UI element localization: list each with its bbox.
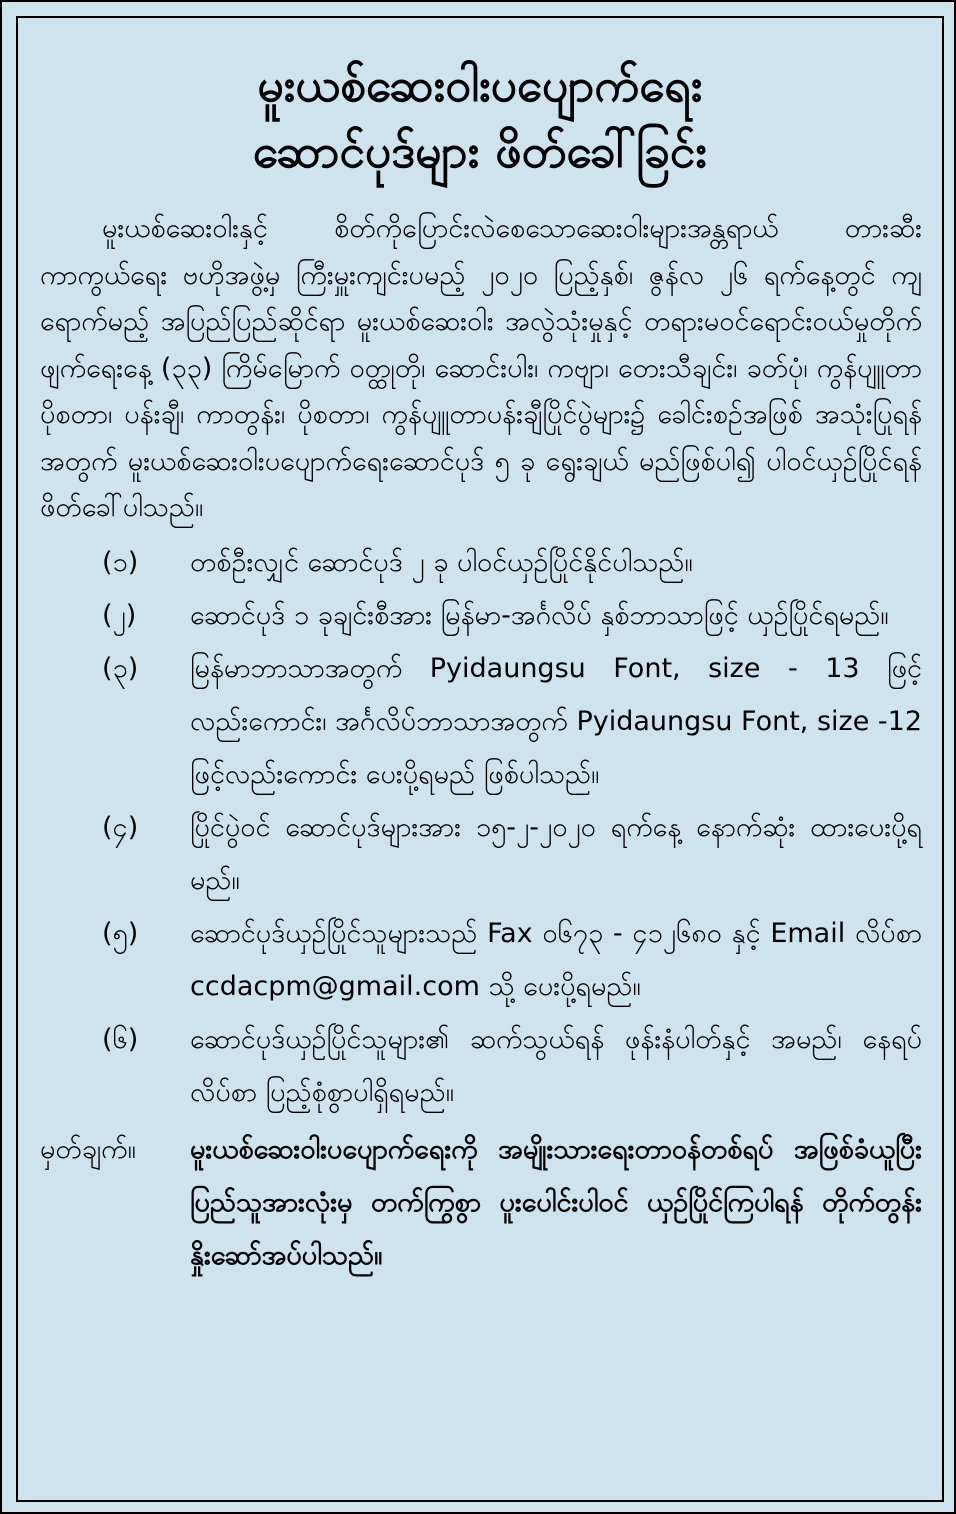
remark-label: မှတ်ချက်။ xyxy=(40,1133,136,1165)
rules-list xyxy=(40,536,922,1119)
notice-title xyxy=(18,52,942,184)
rule-item xyxy=(40,589,922,642)
rule-item xyxy=(40,801,922,907)
rule-text: မြန်မာဘာသာအတွက် Pyidaungsu Font, size - 13 ဖြင့် လည်းကောင်း၊ အင်္ဂလိပ်ဘာသာအတွက် Pyidaungsu Font, size -12 ဖြင့်လည်းကောင်း ပေးပို့ရမည် ဖြစ်ပါသည်။ xyxy=(190,652,922,790)
rule-item xyxy=(40,642,922,801)
rule-number: (၃) xyxy=(102,652,139,684)
notice-box xyxy=(16,16,944,1502)
rule-item xyxy=(40,907,922,1013)
rule-text: ဆောင်ပုဒ် ၁ ခုချင်းစီအား မြန်မာ-အင်္ဂလိပ် နှစ်ဘာသာဖြင့် ယှဉ်ပြိုင်ရမည်။ xyxy=(190,599,889,631)
rule-text: တစ်ဦးလျှင် ဆောင်ပုဒ် ၂ ခု ပါဝင်ယှဉ်ပြိုင်နိုင်ပါသည်။ xyxy=(190,546,693,578)
rule-number: (၁) xyxy=(102,546,139,578)
rule-number: (၅) xyxy=(102,917,139,949)
remark-text: မူးယစ်ဆေးဝါးပပျောက်ရေးကို အမျိုးသားရေးတာဝန်တစ်ရပ် အဖြစ်ခံယူပြီး ပြည်သူအားလုံးမှ တက်ကြွစွာ ပူးပေါင်းပါဝင် ယှဉ်ပြိုင်ကြပါရန် တိုက်တွန်းနှိုးဆော်အပ်ပါသည်။ xyxy=(190,1133,922,1271)
rule-text: ဆောင်ပုဒ်ယှဉ်ပြိုင်သူများသည် Fax ၀၆၇၃ - ၄၁၂၆၈၀ နှင့် Email လိပ်စာ ccdacpm@gmail.com သို့ ပေးပို့ရမည်။ xyxy=(190,917,922,1002)
remark-section xyxy=(40,1123,922,1282)
rule-item xyxy=(40,536,922,589)
rule-number: (၆) xyxy=(102,1023,139,1055)
title-line-1: မူးယစ်ဆေးဝါးပပျောက်ရေး xyxy=(257,58,703,112)
rule-item xyxy=(40,1013,922,1119)
rule-text: ဆောင်ပုဒ်ယှဉ်ပြိုင်သူများ၏ ဆက်သွယ်ရန် ဖုန်းနံပါတ်နှင့် အမည်၊ နေရပ်လိပ်စာ ပြည့်စုံစွာပါရှိရမည်။ xyxy=(190,1023,922,1108)
rule-text: ပြိုင်ပွဲဝင် ဆောင်ပုဒ်များအား ၁၅-၂-၂၀၂၀ ရက်နေ့ နောက်ဆုံး ထားပေးပို့ရမည်။ xyxy=(190,811,922,896)
rule-number: (၄) xyxy=(102,811,139,843)
rule-number: (၂) xyxy=(102,599,137,631)
title-line-2: ဆောင်ပုဒ်များ ဖိတ်ခေါ်ခြင်း xyxy=(252,124,708,178)
intro-paragraph: မူးယစ်ဆေးဝါးနှင့် စိတ်ကိုပြောင်းလဲစေသောဆေးဝါးများအန္တရာယ် တားဆီးကာကွယ်ရေး ဗဟိုအဖွဲ့မှ ကြီးမှူးကျင်းပမည့် ၂၀၂၀ ပြည့်နှစ်၊ ဇွန်လ ၂၆ ရက်နေ့တွင် ကျရောက်မည့် အပြည်ပြည်ဆိုင်ရာ မူးယစ်ဆေးဝါး အလွဲသုံးမှုနှင့် တရားမဝင်ရောင်းဝယ်မှုတိုက်ဖျက်ရေးနေ့ (၃၃) ကြိမ်မြောက် ဝတ္ထုတို၊ ဆောင်းပါး၊ ကဗျာ၊ တေးသီချင်း၊ ခတ်ပုံ၊ ကွန်ပျူတာပိုစတာ၊ ပန်းချီ၊ ကာတွန်း၊ ပိုစတာ၊ ကွန်ပျူတာပန်းချီပြိုင်ပွဲများ၌ ခေါင်းစဉ်အဖြစ် အသုံးပြုရန်အတွက် မူးယစ်ဆေးဝါးပပျောက်ရေးဆောင်ပုဒ် ၅ ခု ရွေးချယ် မည်ဖြစ်ပါ၍ ပါဝင်ယှဉ်ပြိုင်ရန် ဖိတ်ခေါ်ပါသည်။ xyxy=(40,213,922,523)
